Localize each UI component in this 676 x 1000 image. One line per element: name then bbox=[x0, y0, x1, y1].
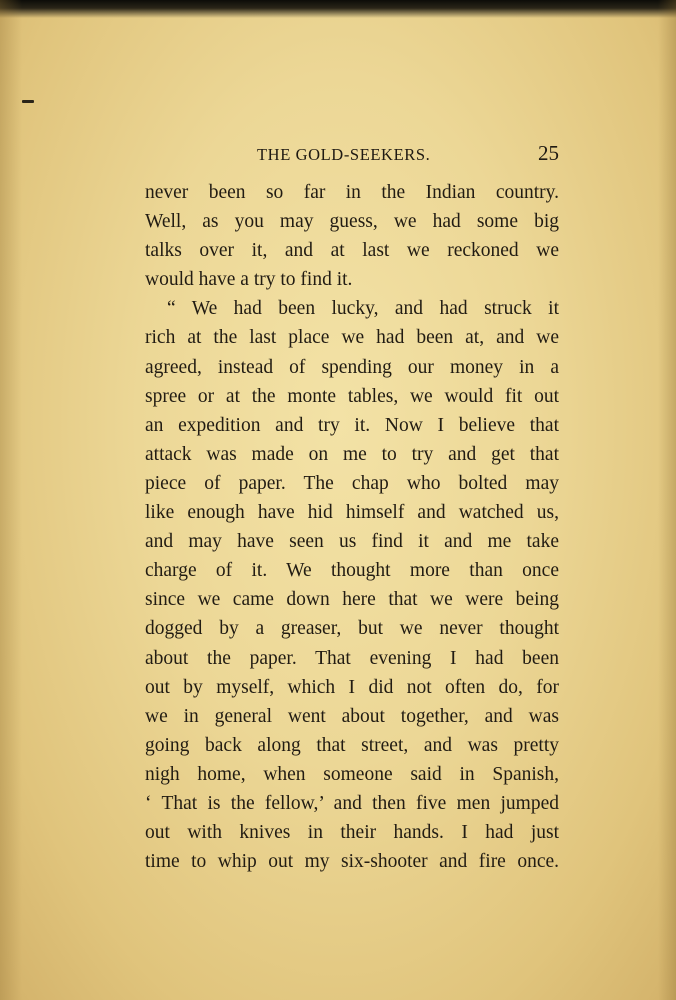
text-line: “ We had been lucky, and had struck it bbox=[167, 298, 559, 320]
body-text bbox=[145, 178, 559, 876]
running-head bbox=[145, 143, 559, 169]
text-line: Well, as you may guess, we had some big bbox=[145, 211, 559, 233]
text-line: time to whip out my six-shooter and fire once. bbox=[145, 851, 559, 873]
margin-mark bbox=[22, 100, 34, 103]
text-line: and may have seen us find it and me take bbox=[145, 531, 559, 553]
text-line: ‘ That is the fellow,’ and then five men jumped bbox=[145, 792, 559, 814]
text-line: about the paper. That evening I had been bbox=[145, 647, 559, 669]
text-line: like enough have hid himself and watched us, bbox=[145, 502, 559, 524]
paragraph bbox=[145, 178, 559, 294]
running-title: THE GOLD-SEEKERS. bbox=[257, 145, 431, 164]
text-line: charge of it. We thought more than once bbox=[145, 560, 559, 582]
text-line: out with knives in their hands. I had just bbox=[145, 822, 559, 844]
text-line: piece of paper. The chap who bolted may bbox=[145, 472, 559, 494]
text-line: since we came down here that we were being bbox=[145, 589, 559, 611]
paragraph bbox=[145, 294, 559, 876]
text-line: never been so far in the Indian country. bbox=[145, 182, 559, 203]
top-edge-shadow bbox=[0, 0, 676, 18]
text-line: would have a try to find it. bbox=[145, 269, 353, 291]
text-line: attack was made on me to try and get that bbox=[145, 443, 559, 465]
text-line: dogged by a greaser, but we never thought bbox=[145, 618, 559, 640]
text-line: we in general went about together, and was bbox=[145, 705, 559, 727]
text-line: rich at the last place we had been at, and we bbox=[145, 327, 559, 349]
text-line: out by myself, which I did not often do, for bbox=[145, 676, 559, 698]
text-line: nigh home, when someone said in Spanish, bbox=[145, 763, 559, 785]
text-line: an expedition and try it. Now I believe that bbox=[145, 414, 559, 436]
page-number: 25 bbox=[538, 141, 559, 165]
text-line: agreed, instead of spending our money in a bbox=[145, 356, 559, 378]
page-edge bbox=[658, 0, 676, 1000]
binding-gutter bbox=[0, 0, 22, 1000]
text-line: talks over it, and at last we reckoned we bbox=[145, 240, 559, 262]
text-line: going back along that street, and was pretty bbox=[145, 734, 559, 756]
text-line: spree or at the monte tables, we would fit out bbox=[145, 385, 559, 407]
